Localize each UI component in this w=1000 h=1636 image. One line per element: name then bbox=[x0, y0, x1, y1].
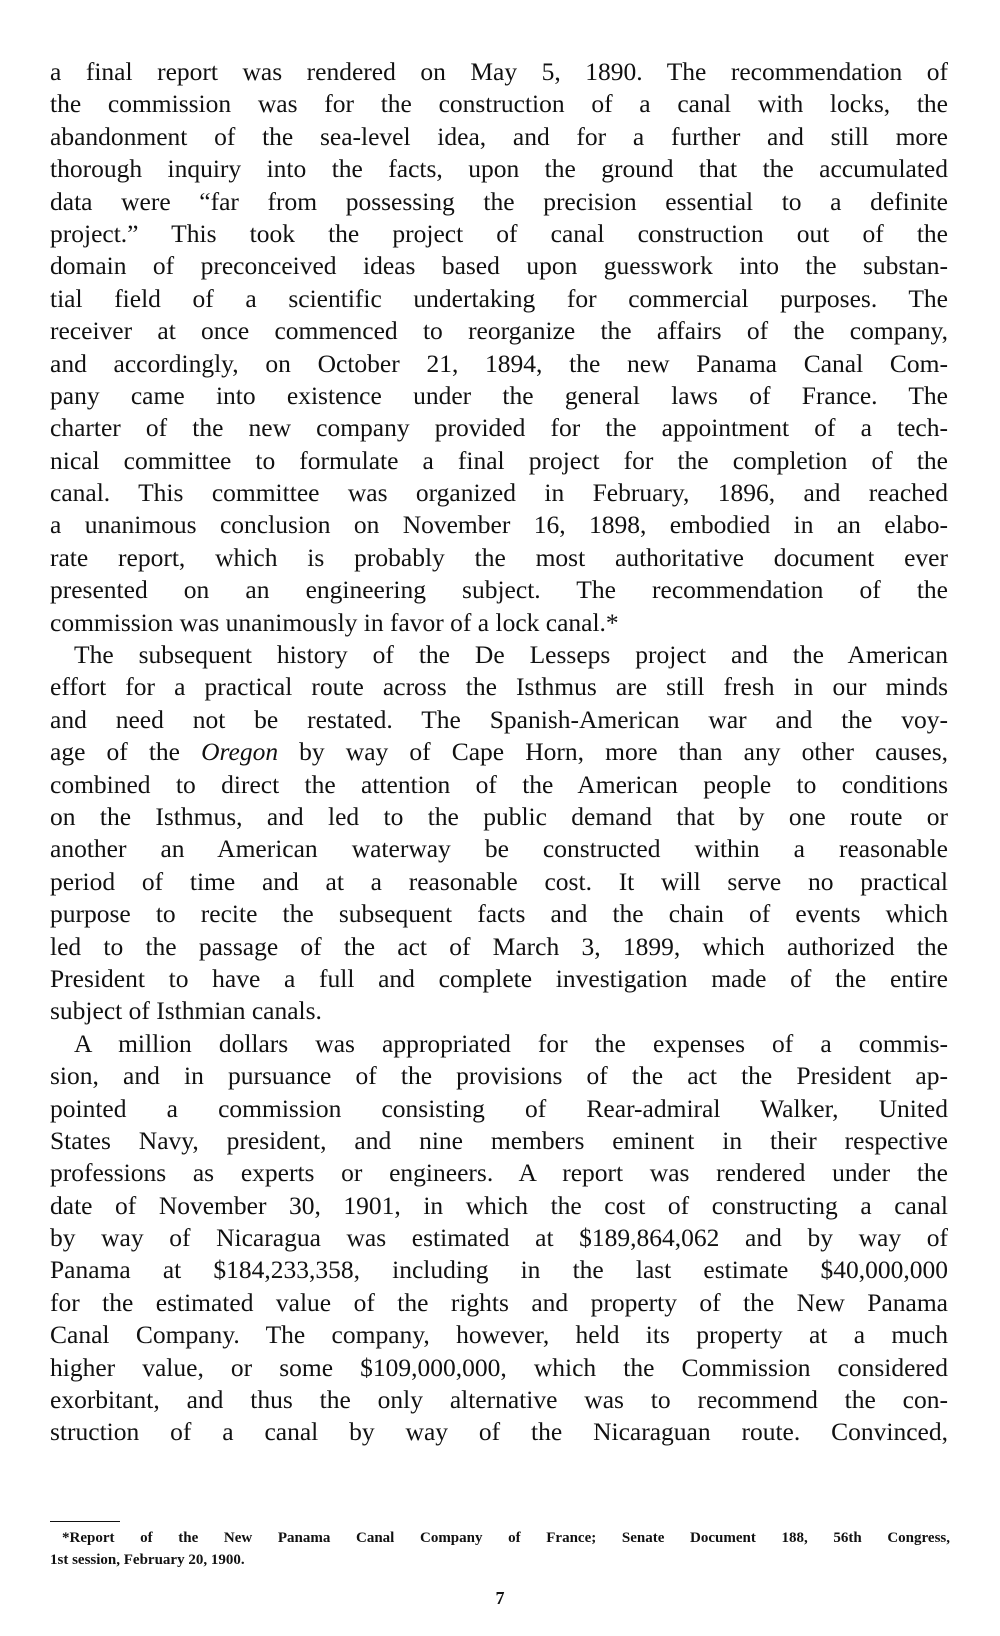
text-line: project.” This took the project of canal construction out of the bbox=[50, 218, 948, 248]
text-line: pany came into existence under the general laws of France. The bbox=[50, 380, 948, 410]
text-line: rate report, which is probably the most authoritative document ever bbox=[50, 542, 948, 572]
text-line: The subsequent history of the De Lesseps project and the American bbox=[74, 640, 948, 670]
text-line: and accordingly, on October 21, 1894, the new Panama Canal Com- bbox=[50, 348, 948, 378]
text-line: higher value, or some $109,000,000, which the Commission considered bbox=[50, 1352, 948, 1382]
text-segment: by way of Cape Horn, more than any other causes, bbox=[278, 737, 948, 767]
text-line: another an American waterway be constructed within a reasonable bbox=[50, 834, 948, 864]
text-line: President to have a full and complete investigation made of the entire bbox=[50, 963, 948, 993]
text-line: pointed a commission consisting of Rear-admiral Walker, United bbox=[50, 1093, 948, 1123]
text-line: presented on an engineering subject. The recommendation of the bbox=[50, 575, 948, 605]
text-line: on the Isthmus, and led to the public demand that by one route or bbox=[50, 801, 948, 831]
footnote bbox=[50, 1527, 950, 1571]
text-line: Canal Company. The company, however, held its property at a much bbox=[50, 1320, 948, 1350]
text-line: domain of preconceived ideas based upon guesswork into the substan- bbox=[50, 251, 948, 281]
footnote-line: *Report of the New Panama Canal Company of France; Senate Document 188, 56th Congress, bbox=[62, 1530, 950, 1546]
text-line: for the estimated value of the rights and property of the New Panama bbox=[50, 1287, 948, 1317]
paragraph-2 bbox=[50, 639, 948, 1028]
text-line: purpose to recite the subsequent facts and the chain of events which bbox=[50, 899, 948, 929]
text-line: A million dollars was appropriated for the expenses of a commis- bbox=[74, 1028, 948, 1058]
text-line: data were “far from possessing the precision essential to a definite bbox=[50, 186, 948, 216]
text-line: commission was unanimously in favor of a lock canal.* bbox=[50, 607, 619, 637]
text-line: combined to direct the attention of the American people to conditions bbox=[50, 769, 948, 799]
page-number: 7 bbox=[495, 1588, 505, 1608]
text-segment: age of the bbox=[50, 737, 202, 767]
text-line: canal. This committee was organized in February, 1896, and reached bbox=[50, 478, 948, 508]
text-line: sion, and in pursuance of the provisions of the act the President ap- bbox=[50, 1061, 948, 1091]
text-line: States Navy, president, and nine members eminent in their respective bbox=[50, 1125, 948, 1155]
text-line: professions as experts or engineers. A report was rendered under the bbox=[50, 1158, 948, 1188]
text-line: and need not be restated. The Spanish-American war and the voy- bbox=[50, 704, 948, 734]
text-line: Panama at $184,233,358, including in the last estimate $40,000,000 bbox=[50, 1255, 948, 1285]
footnote-divider bbox=[50, 1521, 120, 1522]
text-line: exorbitant, and thus the only alternative was to recommend the con- bbox=[50, 1385, 948, 1415]
text-line: tial field of a scientific undertaking for commercial purposes. The bbox=[50, 283, 948, 313]
text-line: led to the passage of the act of March 3, 1899, which authorized the bbox=[50, 931, 948, 961]
footnote-line: 1st session, February 20, 1900. bbox=[50, 1552, 245, 1568]
text-line: by way of Nicaragua was estimated at $189,864,062 and by way of bbox=[50, 1223, 948, 1253]
text-line: struction of a canal by way of the Nicaraguan route. Convinced, bbox=[50, 1417, 948, 1447]
text-line: receiver at once commenced to reorganize the affairs of the company, bbox=[50, 316, 948, 346]
text-line: subject of Isthmian canals. bbox=[50, 996, 322, 1026]
text-line: nical committee to formulate a final project for the completion of the bbox=[50, 445, 948, 475]
text-line: thorough inquiry into the facts, upon the ground that the accumulated bbox=[50, 154, 948, 184]
text-line: effort for a practical route across the Isthmus are still fresh in our minds bbox=[50, 672, 948, 702]
text-line: the commission was for the construction of a canal with locks, the bbox=[50, 89, 948, 119]
text-line: a final report was rendered on May 5, 1890. The recommendation of bbox=[50, 57, 948, 86]
page-body bbox=[50, 56, 948, 1449]
paragraph-1 bbox=[50, 56, 948, 639]
text-line: period of time and at a reasonable cost. It will serve no practical bbox=[50, 866, 948, 896]
text-line: a unanimous conclusion on November 16, 1898, embodied in an elabo- bbox=[50, 510, 948, 540]
paragraph-3 bbox=[50, 1028, 948, 1449]
text-line: abandonment of the sea-level idea, and for a further and still more bbox=[50, 121, 948, 151]
text-line: date of November 30, 1901, in which the cost of constructing a canal bbox=[50, 1190, 948, 1220]
ship-name-italic: Oregon bbox=[201, 737, 279, 767]
text-line: charter of the new company provided for the appointment of a tech- bbox=[50, 413, 948, 443]
text-line bbox=[50, 736, 948, 768]
